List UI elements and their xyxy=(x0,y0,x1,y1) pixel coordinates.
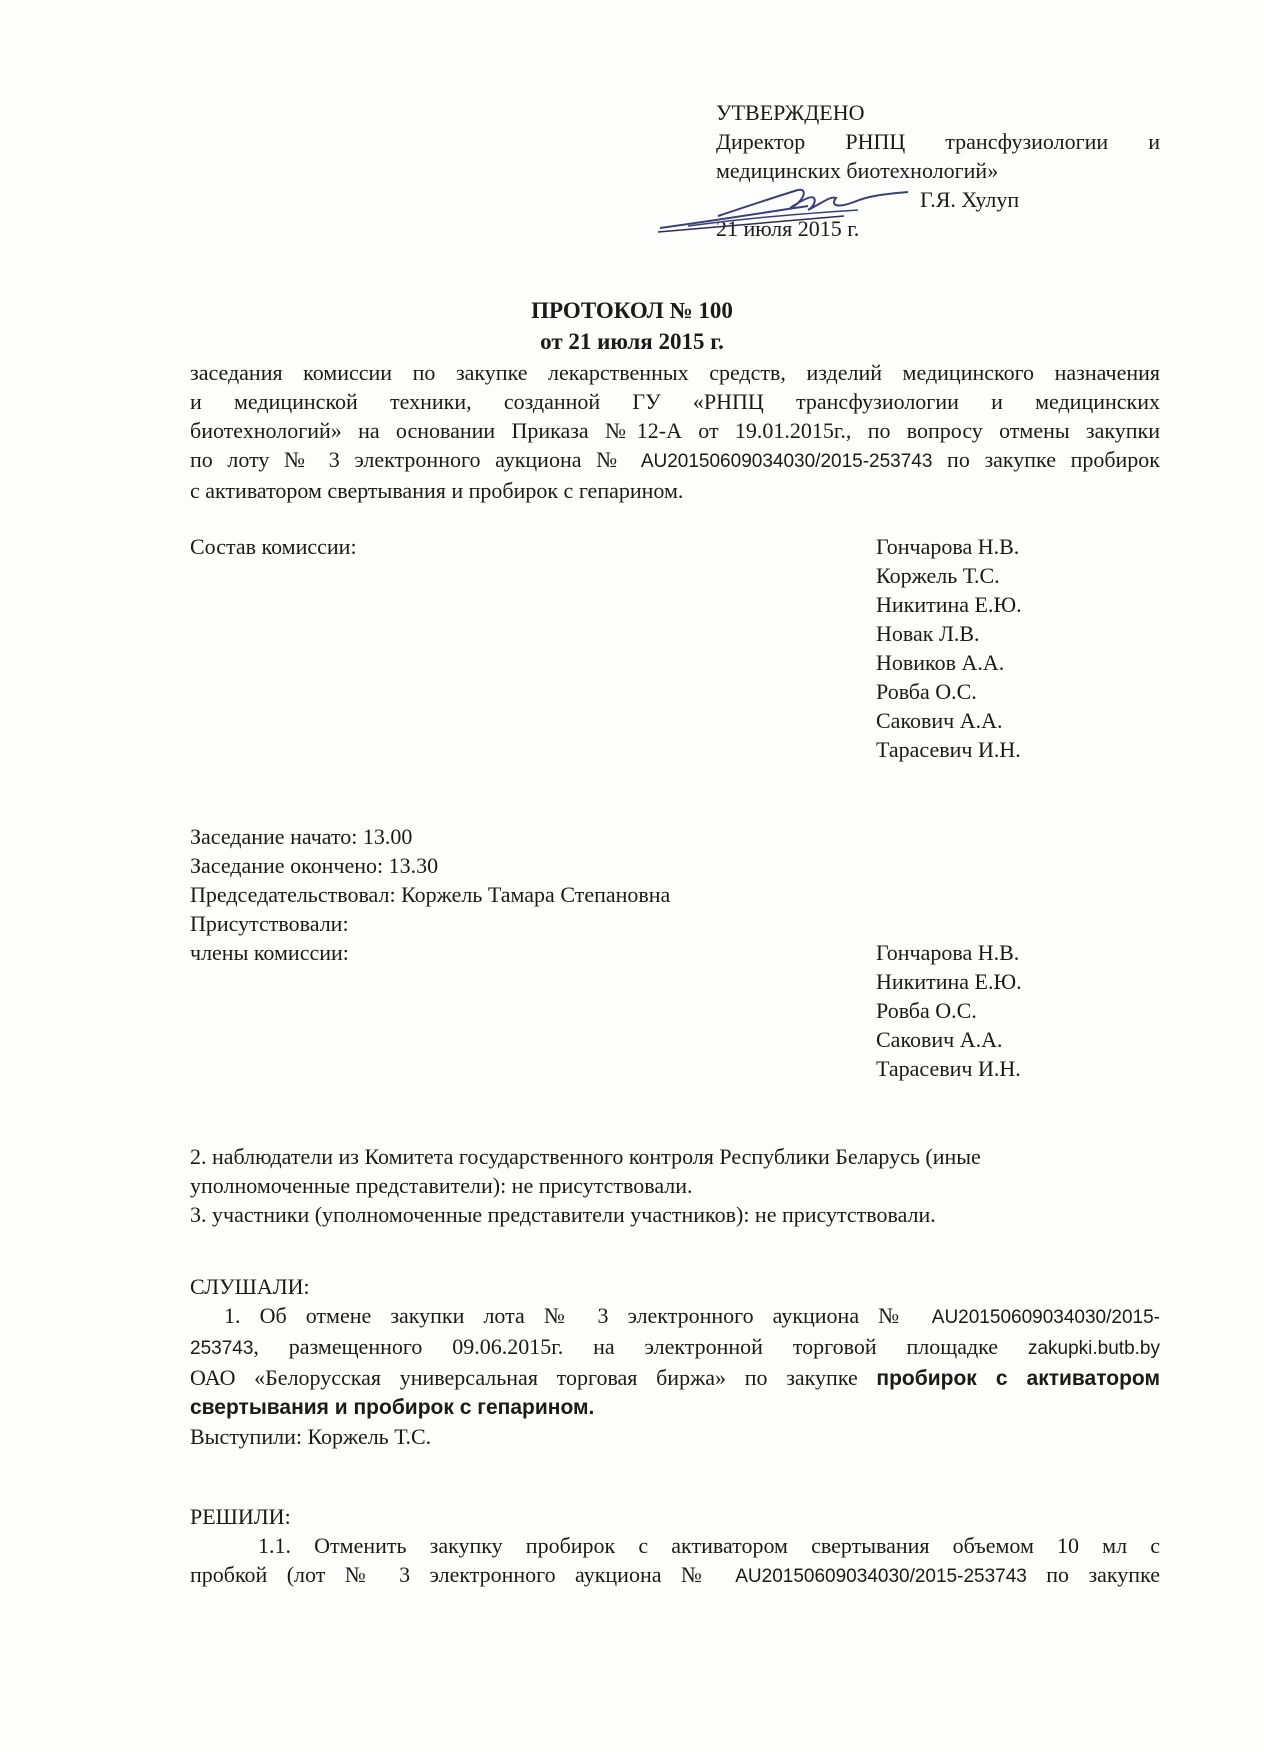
member-name: Коржель Т.С. xyxy=(876,563,1000,588)
approval-word: трансфузиологии xyxy=(945,129,1109,154)
decided-heading: РЕШИЛИ: xyxy=(190,1504,291,1529)
heard-text: ОАО «Белорусская универсальная торговая биржа» по закупке xyxy=(190,1365,877,1390)
commission-members xyxy=(876,532,1022,764)
meeting-ended: Заседание окончено: 13.30 xyxy=(190,853,439,878)
auction-number: AU20150609034030/2015-253743 xyxy=(640,451,933,472)
intro-line xyxy=(190,445,1160,476)
present-members xyxy=(876,938,1022,1083)
intro-line: и медицинской техники, созданной ГУ «РНПЦ трансфузиологии и медицинских xyxy=(190,389,1160,414)
member-name: Тарасевич И.Н. xyxy=(876,1056,1021,1081)
decided-line xyxy=(190,1560,1160,1591)
approval-word: Директор xyxy=(716,129,806,154)
member-name: Никитина Е.Ю. xyxy=(876,592,1022,617)
heard-text: 1. Об отмене закупки лота № 3 электронного аукциона № xyxy=(224,1303,932,1328)
approval-heading: УТВЕРЖДЕНО xyxy=(716,100,865,125)
heard-subject-bold: свертывания и пробирок с гепарином. xyxy=(190,1396,595,1419)
auction-number: AU20150609034030/2015-253743 xyxy=(735,1566,1027,1587)
intro-line: с активатором свертывания и пробирок с гепарином. xyxy=(190,478,684,503)
observers-line: 2. наблюдатели из Комитета государственного контроля Республики Беларусь (иные xyxy=(190,1144,981,1169)
heard-heading: СЛУШАЛИ: xyxy=(190,1274,310,1299)
approval-position-line1 xyxy=(716,127,1160,156)
intro-line: заседания комиссии по закупке лекарственных средств, изделий медицинского назначения xyxy=(190,360,1160,385)
heard-paragraph xyxy=(190,1301,1160,1451)
meeting-info xyxy=(190,822,670,967)
intro-line: биотехнологий» на основании Приказа №12-А от 19.01.2015г., по вопросу отмены закупки xyxy=(190,418,1160,443)
member-name: Ровба О.С. xyxy=(876,998,977,1023)
approval-signer: Г.Я. Хулуп xyxy=(920,187,1020,212)
platform-url: zakupki.butb.by xyxy=(1027,1338,1160,1359)
heard-line xyxy=(190,1301,1160,1332)
meeting-present: Присутствовали: xyxy=(190,911,349,936)
decided-line: 1.1. Отменить закупку пробирок с активатором свертывания объемом 10 мл с xyxy=(258,1533,1160,1558)
heard-subject-bold: пробирок с активатором xyxy=(876,1367,1160,1390)
member-name: Гончарова Н.В. xyxy=(876,940,1020,965)
intro-text: по лоту № 3 электронного аукциона № xyxy=(190,447,641,472)
member-name: Новиков А.А. xyxy=(876,650,1005,675)
decided-text: пробкой (лот № 3 электронного аукциона № xyxy=(190,1562,736,1587)
approval-position-line2: медицинских биотехнологий» xyxy=(716,158,999,183)
member-name: Тарасевич И.Н. xyxy=(876,737,1021,762)
handwritten-signature xyxy=(658,176,914,240)
meeting-members-label: члены комиссии: xyxy=(190,940,349,965)
member-name: Гончарова Н.В. xyxy=(876,534,1020,559)
protocol-title: ПРОТОКОЛ № 100 xyxy=(531,298,733,323)
approval-date: 21 июля 2015 г. xyxy=(716,216,860,241)
observers-block xyxy=(190,1142,981,1229)
meeting-chaired: Председательствовал: Коржель Тамара Степановна xyxy=(190,882,671,907)
member-name: Новак Л.В. xyxy=(876,621,980,646)
heard-text: , размещенного 09.06.2015г. на электронной торговой площадке xyxy=(253,1334,1028,1359)
heard-line xyxy=(190,1332,1160,1363)
intro-text: по закупке пробирок xyxy=(932,447,1160,472)
decided-text: по закупке xyxy=(1026,1562,1160,1587)
heard-speakers: Выступили: Коржель Т.С. xyxy=(190,1424,432,1449)
observers-line: уполномоченные представители): не присутствовали. xyxy=(190,1173,693,1198)
commission-label: Состав комиссии: xyxy=(190,534,357,559)
approval-word: и xyxy=(1148,129,1160,154)
member-name: Ровба О.С. xyxy=(876,679,977,704)
member-name: Сакович А.А. xyxy=(876,1027,1003,1052)
participants-line: 3. участники (уполномоченные представители участников): не присутствовали. xyxy=(190,1202,936,1227)
auction-number: AU20150609034030/2015- xyxy=(931,1307,1160,1328)
intro-paragraph xyxy=(190,358,1160,505)
decided-paragraph xyxy=(190,1531,1160,1591)
auction-number-tail: 253743 xyxy=(190,1338,254,1359)
meeting-started: Заседание начато: 13.00 xyxy=(190,824,413,849)
member-name: Сакович А.А. xyxy=(876,708,1003,733)
heard-line xyxy=(190,1363,1160,1393)
member-name: Никитина Е.Ю. xyxy=(876,969,1022,994)
protocol-date: от 21 июля 2015 г. xyxy=(540,329,724,354)
approval-word: РНПЦ xyxy=(845,129,906,154)
